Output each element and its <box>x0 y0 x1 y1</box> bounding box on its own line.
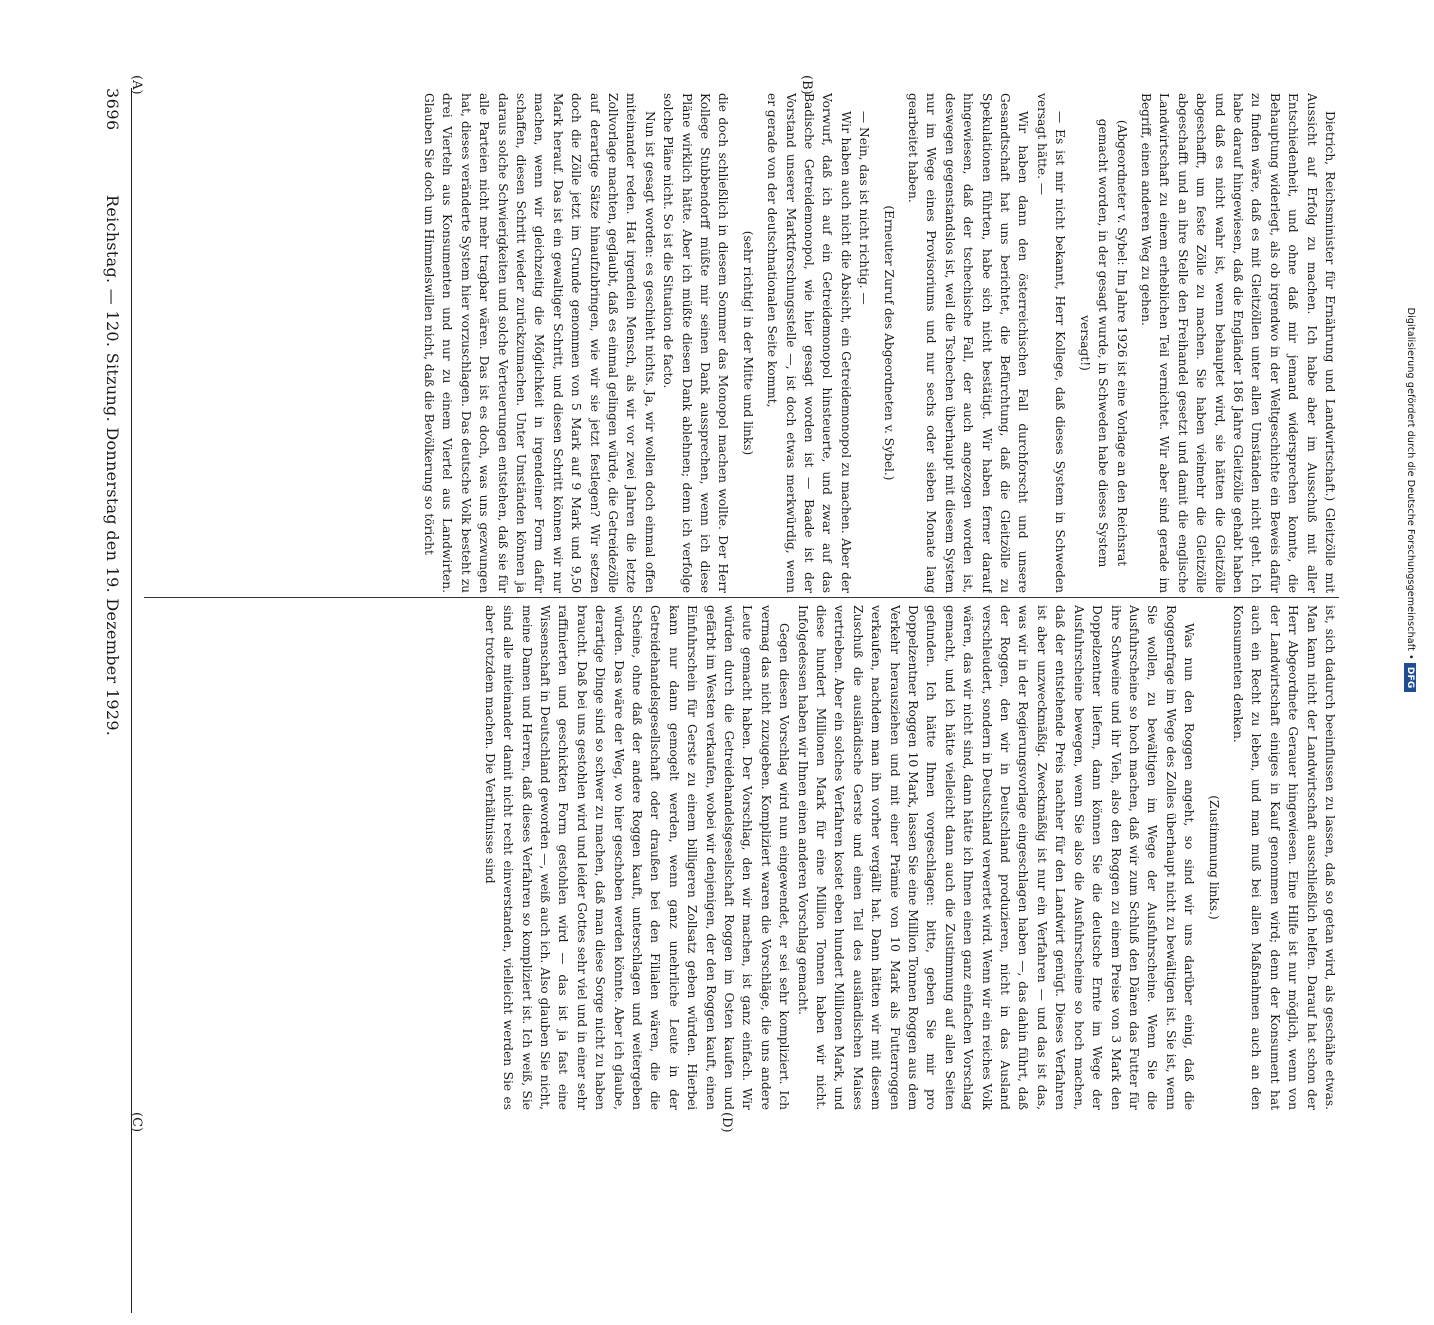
paragraph: Was nun den Roggen angeht, so sind wir uns darüber einig, daß die Roggenfrage im Wege des Zolles überhaupt nicht zu bewältigen ist. Sie ist, wenn Sie wollen, zu bewältigen im Wege der Ausfuhrscheine. Wenn Sie die Ausfuhrscheine so hoch machen, daß wir zum Schluß den Dänen das Futter für ihre Schweine und ihr Vieh, also den Roggen zu einem Preise von 3 Mark den Doppelzentner liefern, dann können Sie die deutsche Ernte im Wege der Ausfuhrscheine bewegen, wenn Sie also die Ausfuhrscheine so hoch machen, daß der entstehende Preis nachher für den Landwirt genügt. Dieses Verfahren ist aber unzweckmäßig. Zweckmäßig ist nur ein Verfahren — und das ist das, was wir in der Regierungsvorlage eingeschlagen haben —, das dahin führt, daß der Roggen, den wir in Deutschland produzieren, nicht in das Ausland verschleudert, sondern in Deutschland verwertet wird. Wenn wir ein reiches Volk wären, das wir nicht sind, dann hätte ich Ihnen einen ganz einfachen Vorschlag gemacht, und ich hätte vielleicht dann auch die Zustimmung auf allen Seiten gefunden. Ich hätte Ihnen vorgeschlagen: bitte, geben Sie mir pro Doppelzentner Roggen 10 Mark, lassen Sie eine Million Tonnen Roggen aus dem Verkehr herausziehen und mit einer Prämie von 10 Mark als Futterroggen verkaufen, nachdem man ihn vorher vergällt hat. Dann hätten wir mit diesem Zuschuß die ausländische Gerste und einen Teil des ausländischen Maises vertrieben. Aber ein solches Verfahren kostet eben hundert Millionen Mark, und diese hundert Millionen Mark für eine Million Tonnen haben wir nicht. Infolgedessen haben wir Ihnen einen anderen Vorschlag gemacht. <box>795 605 1197 1110</box>
left-column <box>144 93 1339 593</box>
page-number: 3696 <box>103 88 122 131</box>
interjection: (Erneuter Zuruf des Abgeordneten v. Sybel.) <box>881 205 896 481</box>
paragraph: Wir haben dann den österreichischen Fall durchforscht und unsere Gesandtschaft hat uns berichtet, die Befürchtung, daß die Gleitzölle zu Spekulationen führten, habe sich nicht bestätigt. Wir haben ferner darauf hingewiesen, daß der tschechische Fall, der auch angezogen worden ist, deswegen gegenstandslos ist, weil die Tschechen überhaupt mit diesem System nur im Wege eines Provisoriums und nur sechs oder sieben Monate lang gearbeitet haben. <box>906 93 1031 593</box>
dfg-logo: DFG <box>1404 663 1416 692</box>
running-header: Reichstag. — 120. Sitzung. Donnerstag den 19. Dezember 1929. <box>103 195 122 737</box>
margin-marker-a: (A) <box>129 75 144 95</box>
interjection: (Zustimmung links.) <box>1206 795 1221 920</box>
paragraph: — Nein, das ist nicht richtig. — <box>857 111 872 305</box>
margin-marker-c: (C) <box>129 1112 144 1133</box>
paragraph: die doch schließlich in diesem Sommer das Monopol machen wollte. Der Herr Kollege Stubbendorff müßte mir seinen Dank aussprechen, wenn ich diese Pläne wirklich hätte. Aber ich müßte diesen Dank ablehnen; denn ich verfolge solche Pläne nicht. So ist die Situation de facto. <box>661 93 731 593</box>
interjection: (Abgeordneter v. Sybel: Im Jahre 1926 ist eine Vorlage an den Reichsrat gemacht worden, in der gesagt wurde, in Schweden habe dieses System versagt!) <box>1077 118 1129 568</box>
digitization-credit <box>1404 0 1416 1000</box>
margin-marker-d: (D) <box>719 1112 734 1133</box>
right-column <box>144 605 1339 1110</box>
interjection: (sehr richtig! in der Mitte und links) <box>740 230 755 456</box>
credit-text: Digitalisierung gefördert durch die Deutsche Forschungsgemeinschaft • <box>1405 307 1416 660</box>
margin-marker-b: (B) <box>799 75 814 95</box>
paragraph: Wir haben auch nicht die Absicht, ein Getreidemonopol zu machen. Aber der Vorwurf, daß ich auf ein Getreidemonopol hinsteuerte, und zwar auf das Badische Getreidemonopol, wie hier gesagt worden ist — Baade ist der Vorstand unserer Marktforschungsstelle —, ist doch etwas merkwürdig, wenn er gerade von der deutschnationalen Seite kommt, <box>765 93 853 593</box>
paragraph: ist, sich dadurch beeinflussen zu lassen, daß so getan wird, als geschähe etwas. Man kann nicht der Landwirtschaft ausschließlich helfen. Darauf hat schon der Herr Abgeordnete Gerauer hingewiesen. Eine Hilfe ist nur möglich, wenn von der Landwirtschaft einiges in Kauf genommen wird; denn der Konsument hat auch ein Recht zu leben, und man muß bei allen Maßnahmen auch an den Konsumenten denken. <box>1230 605 1337 1110</box>
paragraph: — Es ist mir nicht bekannt, Herr Kollege, daß dieses System in Schweden versagt hätte. — <box>1034 93 1068 593</box>
paragraph: Nun ist gesagt worden: es geschieht nichts. Ja, wir wollen doch einmal offen miteinander reden. Hat irgendein Mensch, als wir vor zwei Jahren die letzte Zollvorlage machten, geglaubt, daß es einmal gelingen würde, die Getreidezölle auf derartige Sätze hinaufzubringen, wie wir sie jetzt festlegen? Wir setzen doch die Zölle jetzt im Grunde genommen von 5 Mark auf 9 Mark und 9,50 Mark herauf. Das ist ein gewaltiger Schritt, und diesen Schritt können wir nur machen, wenn wir gleichzeitig die Möglichkeit in irgendeiner Form dafür schaffen, diesen Schritt wieder zurückzumachen. Unter Umständen können ja daraus solche Schwierigkeiten und solche Verteuerungen entstehen, daß sie für alle Parteien nicht mehr tragbar wären. Das ist es doch, was uns gezwungen hat, dieses veränderte System hier vorzuschlagen. Das deutsche Volk besteht zu drei Vierteln aus Konsumenten und nur zu einem Viertel aus Landwirten. Glauben Sie doch um Himmelswillen nicht, daß die Bevölkerung so töricht <box>421 93 657 593</box>
column-divider <box>144 597 1339 598</box>
paragraph: Dietrich, Reichsminister für Ernährung und Landwirtschaft.) Gleitzölle mit Aussicht auf Erfolg zu machen. Ich habe aber im Ausschuß mit aller Entschiedenheit, und ohne daß mir jemand widersprechen konnte, die Behauptung widerlegt, als ob irgendwo in der Weltgeschichte ein Beweis dafür zu finden wäre, daß es mit Gleitzöllen unter allen Umständen nicht geht. Ich habe darauf hingewiesen, daß die Engländer 186 Jahre Gleitzölle gehabt haben und daß es nicht wahr ist, wenn behauptet wird, sie hätten die Gleitzölle abgeschafft, um feste Zölle zu machen. Sie haben vielmehr die Gleitzölle abgeschafft und an ihre Stelle den Freihandel gesetzt und damit die englische Landwirtschaft zu einem erheblichen Teil vernichtet. Wir aber sind gerade im Begriff, einen anderen Weg zu gehen. <box>1138 93 1337 593</box>
paragraph: Gegen diesen Vorschlag wird nun eingewendet, er sei sehr kompliziert. Ich vermag das nicht zuzugeben. Kompliziert waren die Vorschläge, die uns andere Leute gemacht haben. Der Vorschlag, den wir machen, ist ganz einfach. Wir würden durch die Getreidehandelsgesellschaft Roggen im Osten kaufen und gefärbt im Westen verkaufen, wobei wir denjenigen, der den Roggen kauft, einen Einfuhrschein für Gerste zu einem billigeren Zollsatz geben würden. Hierbei kann nur dann gemogelt werden, wenn ganz unehrliche Leute in der Getreidehandelsgesellschaft oder draußen bei den Filialen wären, die die Scheine, ohne daß der andere Roggen kauft, unterschlagen und weitergeben würden. Das wäre der Weg, wo hier geschoben werden könnte. Aber ich glaube, derartige Dinge sind so schwer zu machen, daß man diese Sorge nicht zu haben braucht. Daß bei uns gestohlen wird und leider Gottes sehr viel und in einer sehr raffinierten und geschickten Form gestohlen wird — das ist ja fast eine Wissenschaft in Deutschland geworden —, weiß auch ich. Also glauben Sie nicht, meine Damen und Herren, daß dieses Verfahren so kompliziert ist. Ich weiß, Sie sind alle miteinander damit nicht recht einverstanden, vielleicht werden Sie es aber trotzdem machen. Die Verhältnisse sind <box>482 605 792 1110</box>
